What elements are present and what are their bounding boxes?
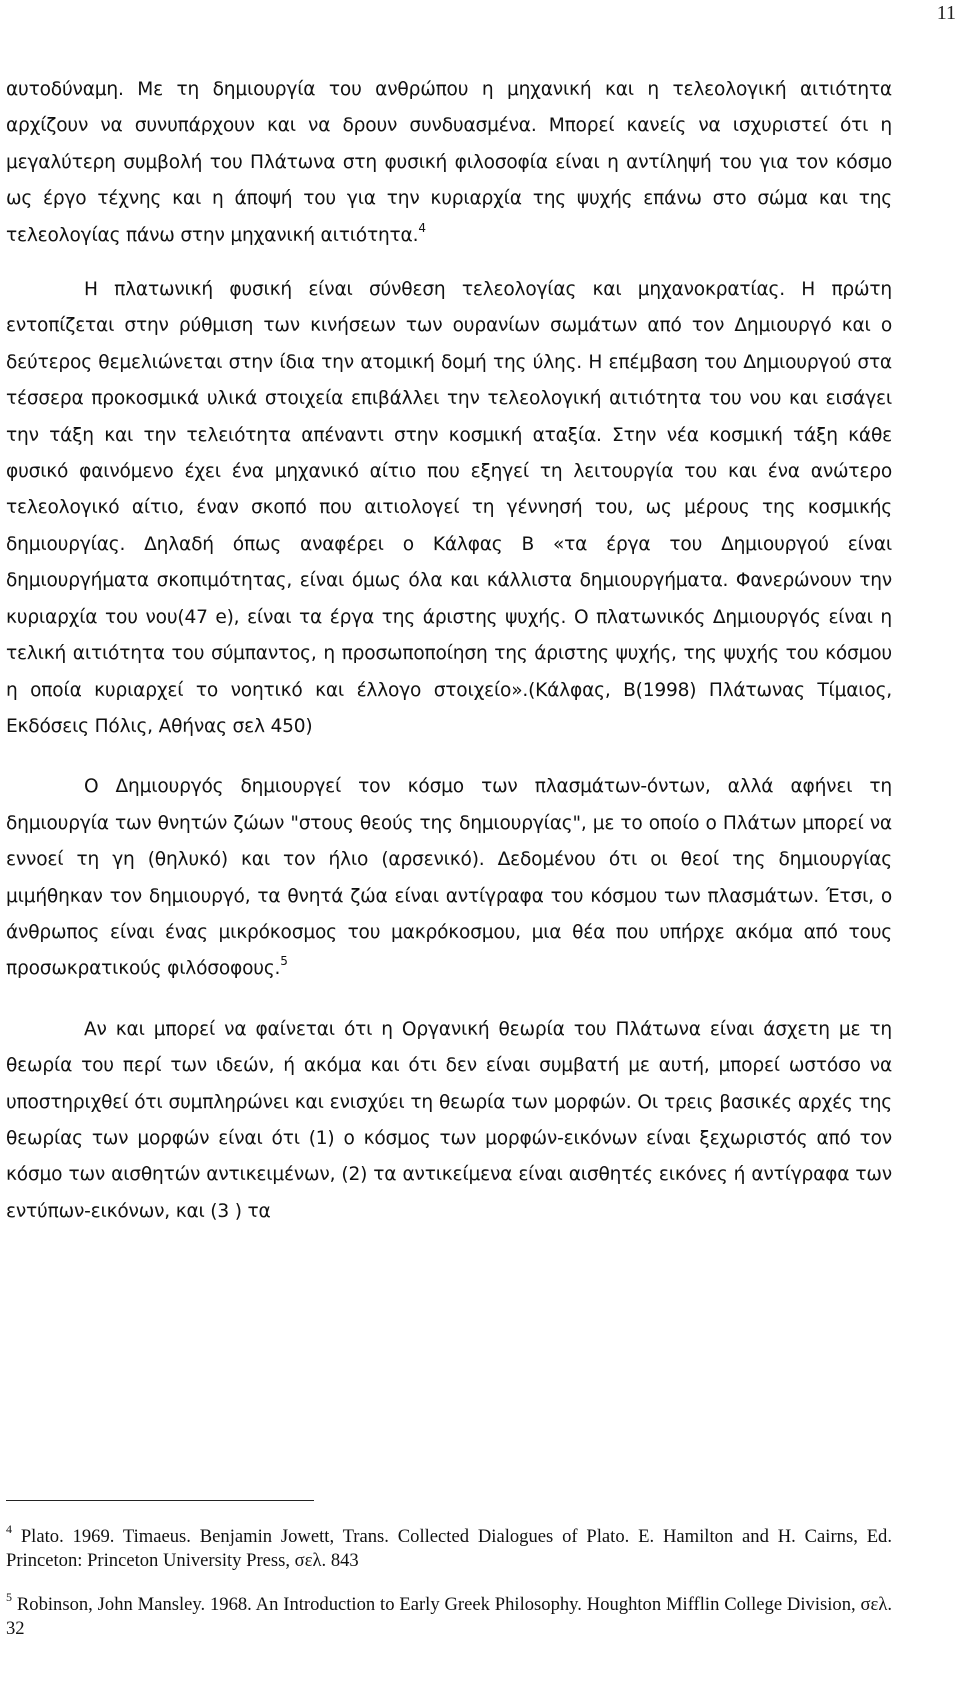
paragraph-3-text: Ο Δημιουργός δημιουργεί τον κόσμο των πλασμάτων-όντων, αλλά αφήνει τη δημιουργία των θνητών ζώων "στους θεούς της δημιουργίας", με το οποίο ο Πλάτων μπορεί να εννοεί τη γη (θηλυκό) και τον ήλιο (αρσενικό). Δεδομένου ότι οι θεοί της δημιουργίας μιμήθηκαν τον δημιουργό, τα θνητά ζώα είναι αντίγραφα του κόσμου των πλασμάτων. Έτσι, ο άνθρωπος είναι ένας μικρόκοσμος του μακρόκοσμου, μια θέα που υπήρχε ακόμα από τους προσωκρατικούς φιλόσοφους.	[6, 776, 892, 980]
footnote-number: 4	[6, 1522, 12, 1536]
footnote-text: Robinson, John Mansley. 1968. An Introduction to Early Greek Philosophy. Houghton Mifflin College Division, σελ. 32	[6, 1594, 892, 1639]
paragraph-4	[6, 1012, 892, 1230]
paragraph-3	[6, 769, 892, 987]
footnote-5	[6, 1590, 892, 1640]
paragraph-1	[6, 72, 892, 254]
footnote-4	[6, 1522, 892, 1572]
page-number: 11	[936, 2, 956, 24]
paragraph-2-text: Η πλατωνική φυσική είναι σύνθεση τελεολογίας και μηχανοκρατίας. Η πρώτη εντοπίζεται στην ρύθμιση των κινήσεων των ουρανίων σωμάτων από τον Δημιουργό και ο δεύτερος θεμελιώνεται στην ίδια την ατομική δομή της ύλης. Η επέμβαση του Δημιουργού στα τέσσερα προκοσμικά υλικά στοιχεία επιβάλλει την τελεολογική αιτιότητα του νου και εισάγει την τάξη και την τελειότητα απέναντι στην κοσμική αταξία. Στην νέα κοσμική τάξη κάθε φυσικό φαινόμενο έχει ένα μηχανικό αίτιο που εξηγεί τη λειτουργία του και ένα ανώτερο τελεολογικό αίτιο, έναν σκοπό που αιτιολογεί τη γέννησή του, ως μέρους της κοσμικής δημιουργίας. Δηλαδή όπως αναφέρει ο Κάλφας Β «τα έργα του Δημιουργού είναι δημιουργήματα σκοπιμότητας, είναι όμως όλα και κάλλιστα δημιουργήματα. Φανερώνουν την κυριαρχία του νου(47 e), είναι τα έργα της άριστης ψυχής. Ο πλατωνικός Δημιουργός είναι η τελική αιτιότητα του σύμπαντος, η προσωποποίηση της άριστης ψυχής, της ψυχής του κόσμου η οποία κυριαρχεί το νοητικό και έλλογο στοιχείο».(Κάλφας, Β(1998) Πλάτωνας Τίμαιος, Εκδόσεις Πόλις, Αθήνας σελ 450)	[6, 279, 892, 737]
paragraph-1-text: αυτοδύναμη. Με τη δημιουργία του ανθρώπου η μηχανική και η τελεολογική αιτιότητα αρχίζουν να συνυπάρχουν και να δρουν συνδυασμένα. Μπορεί κανείς να ισχυριστεί ότι η μεγαλύτερη συμβολή του Πλάτωνα στη φυσική φιλοσοφία είναι η αντίληψή του για τον κόσμο ως έργο τέχνης και η άποψή του για την κυριαρχία της ψυχής επάνω στο σώμα και της τελεολογίας πάνω στην μηχανική αιτιότητα.	[6, 79, 892, 246]
footnote-divider	[6, 1500, 314, 1501]
paragraph-4-text: Αν και μπορεί να φαίνεται ότι η Οργανική θεωρία του Πλάτωνα είναι άσχετη με τη θεωρία του περί των ιδεών, ή ακόμα και ότι δεν είναι συμβατή με αυτή, μπορεί ωστόσο να υποστηριχθεί ότι συμπληρώνει και ενισχύει τη θεωρία των μορφών. Οι τρεις βασικές αρχές της θεωρίας των μορφών είναι ότι (1) ο κόσμος των μορφών-εικόνων είναι ξεχωριστός από τον κόσμο των αισθητών αντικειμένων, (2) τα αντικείμενα είναι αισθητές εικόνες ή αντίγραφα των εντύπων-εικόνων, και (3 ) τα	[6, 1018, 892, 1222]
footnote-ref-5[interactable]: 5	[280, 954, 288, 969]
footnote-text: Plato. 1969. Timaeus. Benjamin Jowett, Trans. Collected Dialogues of Plato. E. Hamilton and H. Cairns, Ed. Princeton: Princeton University Press, σελ. 843	[6, 1526, 892, 1571]
footnote-number: 5	[6, 1590, 12, 1604]
body-text	[6, 72, 892, 1230]
footnotes	[6, 1522, 892, 1661]
footnote-ref-4[interactable]: 4	[418, 220, 426, 235]
paragraph-2	[6, 272, 892, 745]
